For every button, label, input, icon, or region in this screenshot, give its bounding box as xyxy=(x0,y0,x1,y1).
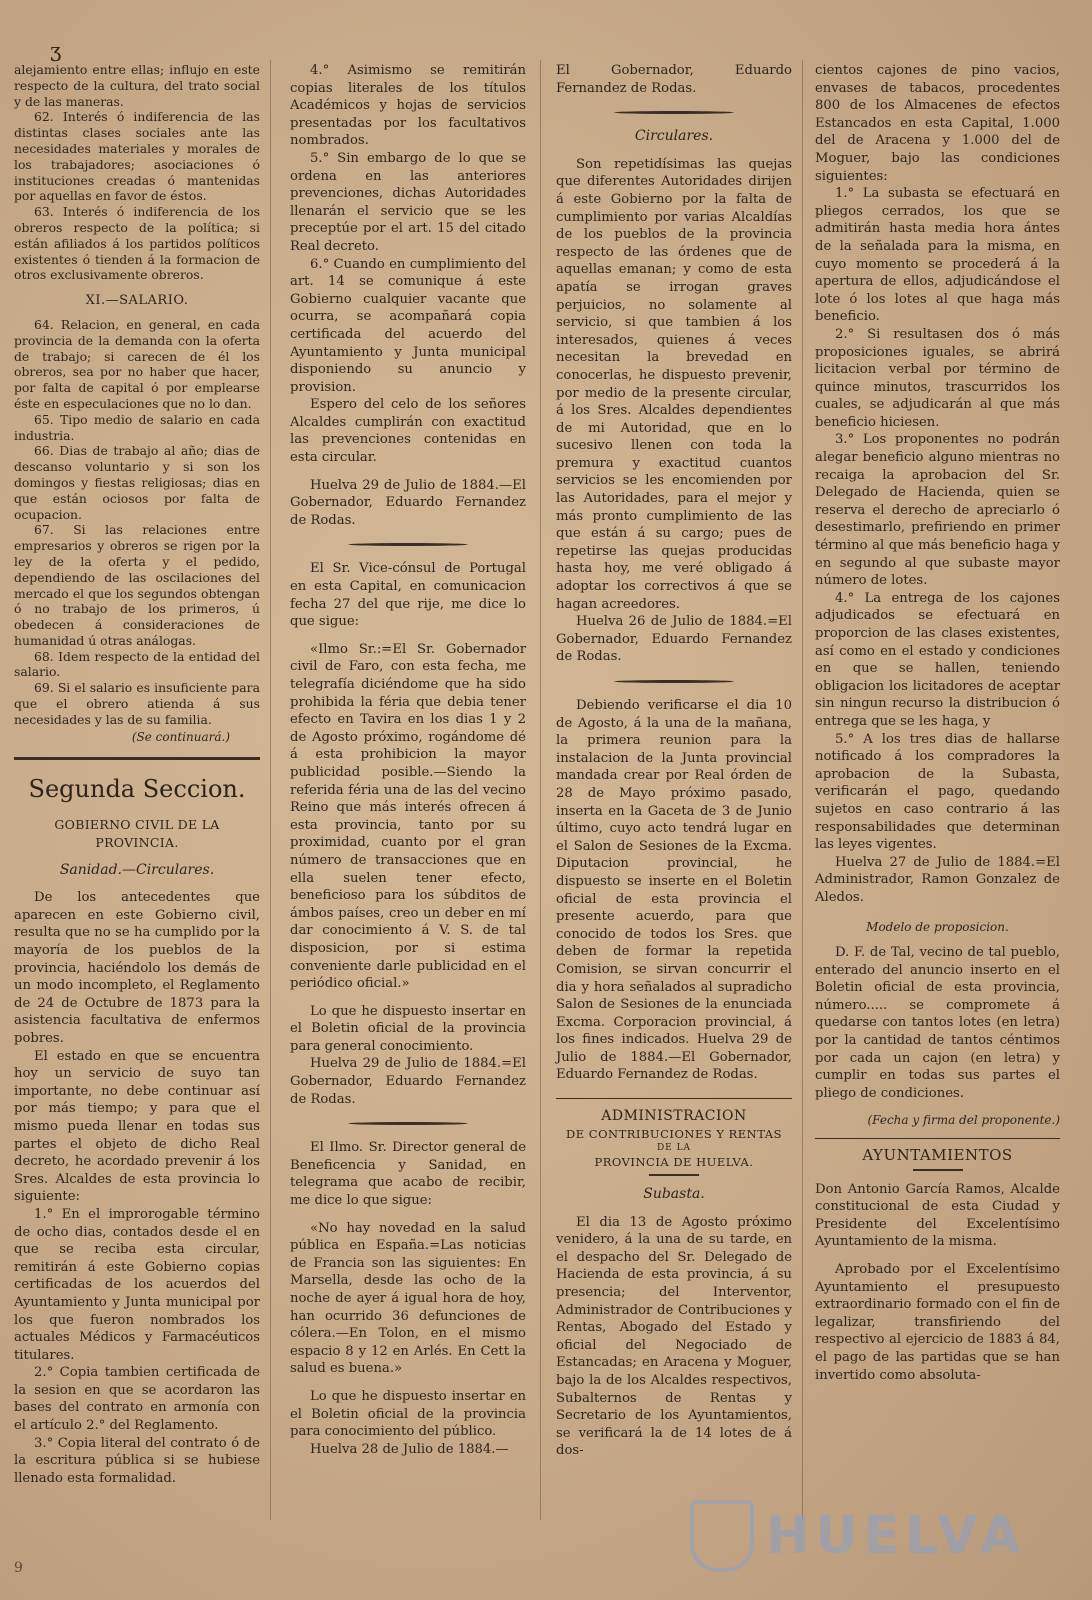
section-rule xyxy=(14,757,260,760)
paragraph: Debiendo verificarse el dia 10 de Agosto, á la una de la mañana, la primera reunion para la instalacion de la Junta provincial mandada crear por Real órden de 28 de Mayo próximo pasado, inserta en la Gaceta de 3 de Junio último, cuyo acto tendrá lugar en el Salon de Sesiones de la Excma. Diputacion provincial, he dispuesto se inserte en el Boletin oficial de esta provincia el presente acuerdo, para que conocido de todos los Sres. que deben de formar la repetida Comision, se sirvan concurrir el dia y hora señalados al supradicho Salon de Sesiones de la enunciada Excma. Corporacion provincial, á los fines indicados. Huelva 29 de Julio de 1884.—El Gobernador, Eduardo Fernandez de Rodas. xyxy=(556,698,792,1083)
column-2 xyxy=(290,62,526,1458)
signature: Huelva 27 de Julio de 1884.=El Administrador, Ramon Gonzalez de Aledos. xyxy=(815,854,1060,905)
paragraph: El estado en que se encuentra hoy un servicio de suyo tan importante, no debe continuar así por más tiempo; y para que el mismo pueda llenar en todas sus partes el objeto de dicho Real decreto, he acordado prevenir á los Sres. Alcaldes de esta provincia lo siguiente: xyxy=(14,1048,260,1205)
condition-4: 4.° La entrega de los cajones adjudicados se efectuará en proporcion de las clases existentes, así como en el estado y condiciones en que se hallen, teniendo obligacion los licitadores de aceptar sin ningun recurso la distribucion ó entrega que se les haga, y xyxy=(815,590,1060,729)
condition-2: 2.° Si resultasen dos ó más proposiciones iguales, se abrirá licitacion verbal por término de quince minutos, trascurridos los cuales, se adjudicarán al que más beneficio hiciesen. xyxy=(815,326,1060,430)
paragraph-65: 65. Tipo medio de salario en cada industria. xyxy=(14,411,260,443)
folio-mark: 9 xyxy=(14,1560,23,1576)
paragraph: alejamiento entre ellas; influjo en este respecto de la cultura, del trato social y de las maneras. xyxy=(14,62,260,109)
gobierno-heading: GOBIERNO CIVIL DE LA PROVINCIA. xyxy=(54,817,220,851)
paragraph-63: 63. Interés ó indiferencia de los obreros respecto de la política; si están afiliados á los partidos políticos existentes ó tienden á la formacion de otros exclusivamente obreros. xyxy=(14,204,260,283)
salario-heading: XI.—SALARIO. xyxy=(85,293,189,309)
sanidad-heading: Sanidad.—Circulares. xyxy=(59,861,215,878)
column-divider xyxy=(540,60,541,1520)
administracion-de: DE LA xyxy=(656,1143,692,1154)
column-4 xyxy=(815,62,1060,1384)
column-divider xyxy=(802,60,803,1520)
modelo-heading: Modelo de proposicion. xyxy=(866,919,1009,934)
administracion-provincia: PROVINCIA DE HUELVA. xyxy=(594,1155,754,1170)
signature: Huelva 26 de Julio de 1884.=El Gobernador, Eduardo Fernandez de Rodas. xyxy=(556,614,792,665)
paragraph-69: 69. Si el salario es insuficiente para que el obrero atienda á sus necesidades y las de su familia. xyxy=(14,680,260,727)
administracion-heading: ADMINISTRACION xyxy=(601,1108,747,1125)
paragraph-68: 68. Idem respecto de la entidad del salario. xyxy=(14,648,260,680)
separator-flourish xyxy=(348,543,468,546)
separator-line xyxy=(913,1169,963,1171)
column-3 xyxy=(556,62,792,1460)
administracion-subheading: DE CONTRIBUCIONES Y RENTAS xyxy=(566,1127,782,1142)
paragraph: El Sr. Vice-cónsul de Portugal en esta Capital, en comunicacion fecha 27 del que rije, me dice lo que sigue: xyxy=(290,561,526,630)
paragraph: Son repetidísimas las quejas que diferentes Autoridades dirijen á este Gobierno por la falta de cumplimiento por varias Alcaldías de los pueblos de la provincia respecto de las órdenes que de aquellas emanan; y como de esta apatía se irrogan graves perjuicios, no solamente al servicio, si que tambien á los interesados, quienes á veces necesitan la brevedad en conocerlas, he dispuesto prevenir, por medio de la presente circular, á los Sres. Alcaldes dependientes de mi Autoridad, que en lo sucesivo llenen con toda la premura y exactitud cuantos servicios se les encomienden por las Autoridades, para el mejor y más pronto cumplimiento de las que están á su cargo; pues de repetirse las quejas producidas hasta hoy, me veré obligado á adoptar los correctivos á que se hagan acreedores. xyxy=(556,156,792,612)
paragraph: 5.° Sin embargo de lo que se ordena en las anteriores prevenciones, dichas Autoridades llenarán el servicio que se les preceptúe por el art. 15 del citado Real decreto. xyxy=(290,150,526,254)
paragraph: Lo que he dispuesto insertar en el Boletin oficial de la provincia para general conocimiento. xyxy=(290,1003,526,1054)
quotation: «No hay novedad en la salud pública en España.=Las noticias de Francia son las siguientes: En Marsella, desde las ocho de la noche de ayer á igual hora de hoy, han ocurrido 36 defunciones de cólera.—En Tolon, en el mismo espacio 8 y 12 en Arlés. En Cett la salud es buena.» xyxy=(290,1220,526,1377)
signature: Huelva 29 de Julio de 1884.—El Gobernador, Eduardo Fernandez de Rodas. xyxy=(290,477,526,528)
separator-flourish xyxy=(614,111,734,114)
continuara-note: (Se continuará.) xyxy=(131,729,230,744)
quotation: «Ilmo Sr.:=El Sr. Gobernador civil de Faro, con esta fecha, me telegrafía diciéndome que ha sido prohibida la féria que debia tener efecto en Tavira en los dias 1 y 2 de Agosto próximo, rogándome dé á esta prohibicion la mayor publicidad posible.—Siendo la referida féria una de las del vecino Reino que más interés ofrecen á esta provincia, tanto por su proximidad, cuanto por el gran número de transacciones que en ella suelen tener efecto, beneficioso para los súbditos de ámbos países, creo un deber en mí dar conocimiento á V. S. de tal disposicion, por si estima conveniente darle publicidad en el periódico oficial.» xyxy=(290,641,526,992)
paragraph: El Ilmo. Sr. Director general de Beneficencia y Sanidad, en telegrama que acabo de recibir, me dice lo que sigue: xyxy=(290,1140,526,1209)
signature: Huelva 29 de Julio de 1884.=El Gobernador, Eduardo Fernandez de Rodas. xyxy=(290,1056,526,1107)
shield-icon xyxy=(690,1500,754,1572)
paragraph: 4.° Asimismo se remitirán copias literales de los títulos Académicos y hojas de servicios presentadas por los facultativos nombrados. xyxy=(290,63,526,149)
paragraph: D. F. de Tal, vecino de tal pueblo, enterado del anuncio inserto en el Boletin oficial de esta provincia, número..... se compromete á quedarse con tantos lotes (en letra) por la cantidad de tantos céntimos por cada un cajon (en letra) y cumplir en todas sus partes el pliego de condiciones. xyxy=(815,945,1060,1101)
paragraph: cientos cajones de pino vacios, envases de tabacos, procedentes 800 de los Almacenes de efectos Estancados en esta Capital, 1.000 del de Aracena y 1.000 del de Moguer, bajo las condiciones siguientes: xyxy=(815,63,1060,184)
separator-flourish xyxy=(614,680,734,683)
paragraph: Aprobado por el Excelentísimo Ayuntamiento el presupuesto extraordinario formado con el fin de legalizar, transfiriendo del respectivo al ejercicio de 1883 á 84, el pago de las partidas que se han invertido como absoluta- xyxy=(815,1262,1060,1383)
paragraph-66: 66. Dias de trabajo al año; dias de descanso voluntario y si son los domingos y fiestas religiosas; dias en que están ociosos por falta de ocupacion. xyxy=(14,443,260,522)
separator-flourish xyxy=(348,1122,468,1125)
condition-5: 5.° A los tres dias de hallarse notificado á los compradores la aprobacion de la Subasta, verificarán el pago, quedando sujetos en caso contrario á las responsabilidades que determinan las leyes vigentes. xyxy=(815,731,1060,853)
section-rule xyxy=(556,1098,792,1099)
column-divider xyxy=(270,60,271,1520)
condition-3: 3.° Los proponentes no podrán alegar beneficio alguno mientras no recaiga la aprobacion del Sr. Delegado de Hacienda, quien se reserva el derecho de apreciarlo ó desestimarlo, prefiriendo en primer término al que más beneficio haga y en segundo al que subaste mayor número de lotes. xyxy=(815,432,1060,589)
paragraph-62: 62. Interés ó indiferencia de las distintas clases sociales ante las necesidades materiales y morales de los trabajadores; asociaciones ó instituciones creadas ó mantenidas por aquellas en favor de éstos. xyxy=(14,109,260,204)
paragraph-67: 67. Si las relaciones entre empresarios y obreros se rigen por la ley de la oferta y el pedido, dependiendo de las oscilaciones del mercado el que los segundos obtengan ó no trabajo de los primeros, ú obedecen á consideraciones de humanidad ú otras análogas. xyxy=(14,522,260,648)
paragraph: De los antecedentes que aparecen en este Gobierno civil, resulta que no se ha cumplido por la mayoría de los pueblos de la provincia, haciéndolo los demás de un modo incompleto, el Reglamento de 24 de Octubre de 1873 para la asistencia facultativa de enfermos pobres. xyxy=(14,890,260,1046)
huelva-watermark: HUELVA xyxy=(690,1500,1070,1580)
separator-line xyxy=(649,1174,699,1176)
paragraph: Don Antonio García Ramos, Alcalde constitucional de esta Ciudad y Presidente del Excelentísimo Ayuntamiento de la misma. xyxy=(815,1181,1060,1250)
paragraph: 6.° Cuando en cumplimiento del art. 14 se comunique á este Gobierno cualquier vacante que ocurra, se acompañará copia certificada del acuerdo del Ayuntamiento y Junta municipal disponiendo su anuncio y provision. xyxy=(290,256,526,395)
paragraph-64: 64. Relacion, en general, en cada provincia de la demanda con la oferta de trabajo; si carecen de él los obreros, sea por no haber que hacer, por falta de capital ó por emplearse éste en especulaciones que no lo dan. xyxy=(14,316,260,411)
paragraph: 3.° Copia literal del contrato ó de la escritura pública si se hubiese llenado esta formalidad. xyxy=(14,1435,260,1486)
page-mark: ʒ xyxy=(50,38,62,62)
paragraph: El dia 13 de Agosto próximo venidero, á la una de su tarde, en el despacho del Sr. Delegado de Hacienda de esta provincia, á su presencia; del Interventor, Administrador de Contribuciones y Rentas, Abogado del Estado y oficial del Negociado de Estancadas; en Aracena y Moguer, bajo la de los Alcaldes respectivos, Subalternos de Rentas y Secretario de los Ayuntamientos, se verificará la de 14 lotes de á dos- xyxy=(556,1214,792,1459)
firma-note: (Fecha y firma del proponente.) xyxy=(867,1113,1060,1128)
section-rule xyxy=(815,1138,1060,1139)
paragraph: 1.° En el improrogable término de ocho dias, contados desde el en que se reciba esta circular, remitirán á este Gobierno copias certificadas de los acuerdos del Ayuntamiento y Junta municipal por los que fueron nombrados los actuales Médicos y Farmacéuticos titulares. xyxy=(14,1206,260,1363)
condition-1: 1.° La subasta se efectuará en pliegos cerrados, los que se admitirán hasta media hora ántes de la señalada para la misma, en cuyo momento se procederá á la apertura de ellos, adjudicándose el lote ó los lotes al que haga más beneficio. xyxy=(815,186,1060,325)
column-1 xyxy=(14,62,260,1487)
circulares-heading: Circulares. xyxy=(634,128,714,145)
ayuntamientos-heading: AYUNTAMIENTOS xyxy=(862,1146,1013,1165)
signature: El Gobernador, Eduardo Fernandez de Rodas. xyxy=(556,63,792,96)
subasta-heading: Subasta. xyxy=(643,1186,705,1203)
signature: Huelva 28 de Julio de 1884.— xyxy=(310,1441,509,1457)
paragraph: Espero del celo de los señores Alcaldes cumplirán con exactitud las prevenciones contenidas en esta circular. xyxy=(290,397,526,466)
section-title: Segunda Seccion. xyxy=(28,775,246,804)
paragraph: Lo que he dispuesto insertar en el Boletin oficial de la provincia para conocimiento del público. xyxy=(290,1388,526,1440)
paragraph: 2.° Copia tambien certificada de la sesion en que se acordaron las bases del contrato en armonía con el artículo 2.° del Reglamento. xyxy=(14,1365,260,1434)
